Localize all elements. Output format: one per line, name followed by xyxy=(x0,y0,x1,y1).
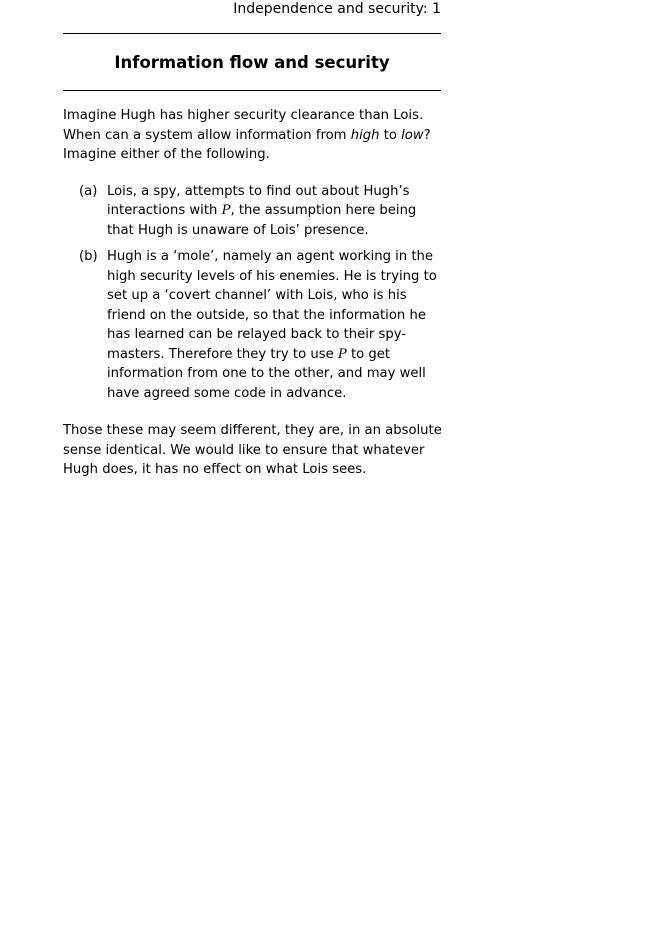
item-label: (a) xyxy=(79,183,98,199)
intro-text-1: Imagine Hugh has higher security clearance than Lois. When can a system allow information from xyxy=(63,108,424,143)
low-term: low xyxy=(401,127,424,143)
conclusion-paragraph: Those these may seem different, they are, in an absolute sense identical. We would like to ensure that whatever Hugh does, it has no effect on what Lois sees. xyxy=(63,423,442,477)
item-text-1: Hugh is a ‘mole’, namely an agent working in the high security levels of his enemies. He is trying to set up a ‘covert channel’ with Lois, who is his friend on the outside, so that the information he has learned can be relayed back to their spy-masters. Therefore they try to use xyxy=(107,249,437,362)
item-text-2: to get information from one to the other, and may well have agreed some code in advance. xyxy=(107,346,426,401)
list-item xyxy=(63,247,443,403)
item-text-2: , the assumption here being that Hugh is unaware of Lois’ presence. xyxy=(107,203,417,238)
scenario-list xyxy=(63,182,443,404)
intro-text-3: ? Imagine either of the following. xyxy=(63,127,431,162)
slide-title: Information flow and security xyxy=(114,53,390,72)
intro-paragraph xyxy=(63,106,443,165)
list-item xyxy=(63,182,443,241)
top-rule xyxy=(63,33,441,34)
high-term: high xyxy=(350,127,380,143)
intro-text-2: to xyxy=(379,127,402,143)
item-label: (b) xyxy=(79,249,98,264)
process-variable: P xyxy=(221,203,231,218)
running-header: Independence and security: 1 xyxy=(233,1,441,17)
item-text-1: Lois, a spy, attempts to find out about Hugh’s interactions with xyxy=(107,183,410,218)
process-variable: P xyxy=(337,346,347,362)
bottom-rule xyxy=(63,90,441,91)
slide-body xyxy=(63,106,443,480)
